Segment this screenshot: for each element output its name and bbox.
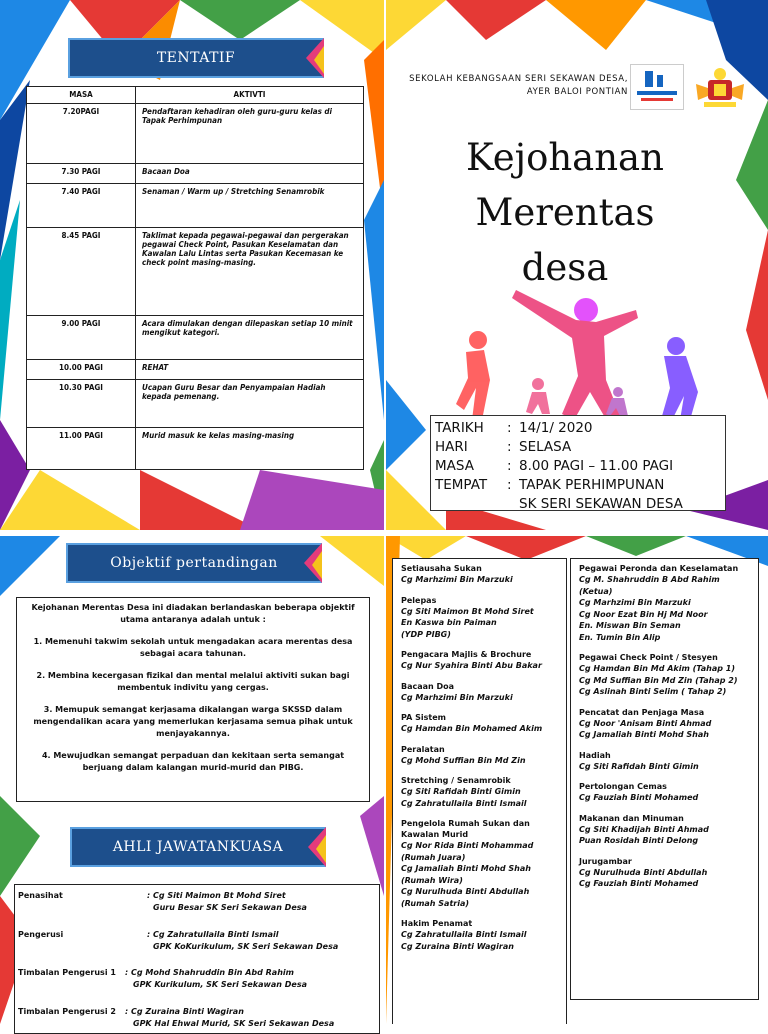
duties-column-left [392,558,567,1024]
duty-section [579,813,750,847]
info-colon: : [507,439,512,455]
info-spacer [507,495,519,514]
duty-member: Cg Hamdan Bin Mohamed Akim [401,724,543,733]
duty-section [579,856,750,890]
committee-member [147,929,338,953]
duty-member: Cg Noor Ezat Bin Hj Md Noor [579,609,708,619]
info-colon: : [507,458,512,474]
duty-heading: PA Sistem [401,713,446,722]
duty-member: (Rumah Satria) [401,898,470,908]
duty-section [579,652,750,698]
row-time: 11.00 PAGI [27,428,136,470]
school-line-2: AYER BALOI PONTIAN [526,87,628,97]
objective-item: 4. Mewujudkan semangat perpaduan dan kekitaan serta semangat berjuang dalam kalangan murid-murid dan PIBG. [41,751,345,772]
member-name: : Cg Siti Maimon Bt Mohd Siret [147,891,286,900]
info-colon: : [507,477,512,493]
info-value: TAPAK PERHIMPUNAN [519,477,665,493]
duty-heading: Pegawai Check Point / Stesyen [579,653,718,662]
duty-heading: Pegawai Peronda dan Keselamatan [579,564,739,573]
duty-member: Cg Marhzimi Bin Marzuki [401,692,513,702]
duty-section [401,681,558,704]
duty-member: Cg Siti Rafidah Binti Gimin [579,761,699,771]
member-post: GPK Hal Ehwal Murid, SK Seri Sekawan Desa [133,1019,335,1028]
duty-member: Cg Mohd Suffian Bin Md Zin [401,755,526,765]
objective-item: 1. Memenuhi takwim sekolah untuk mengadakan acara merentas desa sebagai acara tahunan. [33,637,353,658]
committee-box [14,884,380,1034]
duty-member: Cg Nur Syahira Binti Abu Bakar [401,661,542,670]
duty-member: Cg Siti Rafidah Binti Gimin [401,787,521,796]
committee-role: Penasihat [18,891,63,900]
duty-member: Cg Zahratullaila Binti Ismail [401,798,527,808]
committee-member [125,1006,334,1030]
state-crest-logo [692,66,748,110]
duty-member: Cg M. Shahruddin B Abd Rahim (Ketua) [579,575,720,596]
duty-heading: Pelepas [401,595,437,605]
row-activity: Senaman / Warm up / Stretching Senamrobik [136,184,364,228]
duty-section [401,744,558,767]
duty-member: (Rumah Juara) [401,852,466,862]
banner-accent-yellow [316,835,326,863]
info-row-date [435,419,721,438]
committee-banner-text: AHLI JAWATANKUASA [112,839,284,855]
objective-intro: Kejohanan Merentas Desa ini diadakan berlandaskan beberapa objektif utama antaranya adalah untuk : [31,603,355,624]
row-time: 7.40 PAGI [27,184,136,228]
table-row [27,360,364,380]
duties-column-right [570,558,759,1000]
duty-heading: Stretching / Senamrobik [401,776,511,785]
row-time: 9.00 PAGI [27,316,136,360]
row-activity: Bacaan Doa [136,164,364,184]
duty-heading: Hakim Penamat [401,919,473,928]
committee-banner [70,827,326,867]
objective-banner [66,543,322,583]
objective-text-box [16,597,370,802]
schedule-panel [0,0,384,530]
school-line-1: SEKOLAH KEBANGSAAN SERI SEKAWAN DESA, [409,74,628,84]
row-activity: Acara dimulakan dengan dilepaskan setiap 10 minit mengikut kategori. [136,316,364,360]
info-key: HARI [435,439,468,455]
duty-member: Cg Jamaliah Binti Mohd Shah [401,864,531,873]
row-time: 10.00 PAGI [27,360,136,380]
committee-member [125,967,307,991]
duty-heading: Pengelola Rumah Sukan dan Kawalan Murid [401,819,530,839]
duty-heading: Pertolongan Cemas [579,782,667,791]
duty-heading: Peralatan [401,744,445,754]
duty-member: Cg Marhzimi Bin Marzuki [401,575,513,584]
table-row [27,228,364,316]
duty-section [579,750,750,773]
committee-role: Timbalan Pengerusi 1 [18,968,116,977]
duty-member: Cg Aslinah Binti Selim ( Tahap 2) [579,687,727,696]
duty-member: Cg Nurulhuda Binti Abdullah [579,867,708,877]
banner-accent-yellow [314,46,324,74]
duty-section [401,818,558,909]
event-info-box [430,415,726,511]
duty-section [401,649,558,672]
info-row-time [435,457,721,476]
table-row [27,184,364,228]
committee-member [147,890,307,914]
school-name [392,73,628,99]
committee-role: Timbalan Pengerusi 2 [18,1007,116,1016]
crest-icon [692,66,748,110]
info-value: SK SERI SEKAWAN DESA [519,496,683,512]
info-value: SELASA [519,439,572,455]
duty-heading: Makanan dan Minuman [579,813,684,823]
objective-item: 3. Memupuk semangat kerjasama dikalangan warga SKSSD dalam mengendalikan acara yang memerlukan kerjasama semua pihak untuk menjayakannya. [33,705,353,738]
duty-member: Cg Fauziah Binti Mohamed [579,793,699,802]
duty-member: Cg Siti Khadijah Binti Ahmad [579,824,709,834]
duty-heading: Pencatat dan Penjaga Masa [579,707,705,717]
info-colon: : [507,420,512,436]
info-key: MASA [435,458,474,474]
duty-heading: Jurugambar [579,856,632,866]
member-name: : Cg Zuraina Binti Wagiran [125,1007,244,1016]
row-activity: Pendaftaran kehadiran oleh guru-guru kelas di Tapak Perhimpunan [136,104,364,164]
duty-member: Puan Rosidah Binti Delong [579,836,699,845]
objective-banner-text: Objektif pertandingan [110,555,278,571]
table-row [27,428,364,470]
title-line-1: Kejohanan [466,136,664,179]
schedule-banner-text: TENTATIF [156,50,236,66]
info-key [435,495,507,514]
row-activity: Ucapan Guru Besar dan Penyampaian Hadiah kepada pemenang. [136,380,364,428]
row-time: 7.20PAGI [27,104,136,164]
table-row [27,380,364,428]
row-time: 10.30 PAGI [27,380,136,428]
duty-section [401,563,558,586]
table-row [27,316,364,360]
duty-member: Cg Nor Rida Binti Mohammad [401,841,534,850]
event-title [440,130,690,295]
duty-heading: Hadiah [579,750,611,760]
duty-member: Cg Zahratullaila Binti Ismail [401,930,527,939]
duty-section [401,712,558,735]
member-post: Guru Besar SK Seri Sekawan Desa [153,903,307,912]
duty-member: En. Miswan Bin Seman [579,621,681,630]
table-row [27,104,364,164]
duty-section [401,775,558,809]
duty-member: Cg Marhzimi Bin Marzuki [579,598,691,607]
duty-member: Cg Noor 'Anisam Binti Ahmad [579,718,712,728]
info-value: 14/1/ 2020 [519,420,593,436]
duty-member: En. Tumin Bin Alip [579,632,661,642]
duty-section [401,595,558,641]
info-value: 8.00 PAGI – 11.00 PAGI [519,458,674,474]
row-time: 8.45 PAGI [27,228,136,316]
duty-heading: Bacaan Doa [401,681,455,691]
info-row-venue [435,476,721,495]
member-name: : Cg Mohd Shahruddin Bin Abd Rahim [125,968,294,977]
info-key: TARIKH [435,420,484,436]
info-key: TEMPAT [435,477,488,493]
duty-member: Cg Fauziah Binti Mohamed [579,879,699,888]
duty-heading: Setiausaha Sukan [401,564,482,573]
school-logo-icon [631,65,683,109]
duty-member: Cg Md Suffian Bin Md Zin (Tahap 2) [579,675,738,685]
objective-item: 2. Membina kecergasan fizikal dan mental melalui aktiviti sukan bagi membentuk indivitu yang cergas. [36,671,350,692]
duty-heading: Pengacara Majlis & Brochure [401,650,532,659]
member-post: GPK KoKurikulum, SK Seri Sekawan Desa [153,942,339,951]
member-name: : Cg Zahratullaila Binti Ismail [147,930,279,939]
duty-section [579,781,750,804]
committee-role: Pengerusi [18,930,64,939]
row-time: 7.30 PAGI [27,164,136,184]
duty-section [401,918,558,952]
duty-section [579,707,750,741]
duty-member: Cg Siti Maimon Bt Mohd Siret [401,606,534,616]
col-header-time: MASA [27,87,136,104]
duty-member: Cg Zuraina Binti Wagiran [401,941,514,951]
duty-member: (Rumah Wira) [401,875,463,885]
col-header-activity: AKTIVTI [136,87,364,104]
duty-section [579,563,750,643]
info-row-venue-2 [435,495,721,514]
table-row [27,164,364,184]
duty-member: En Kaswa bin Paiman [401,618,497,627]
schedule-table [26,86,364,470]
row-activity: REHAT [136,360,364,380]
duty-member: (YDP PIBG) [401,629,451,639]
info-row-day [435,438,721,457]
member-post: GPK Kurikulum, SK Seri Sekawan Desa [133,980,307,989]
title-line-2: Merentas [475,191,655,234]
row-activity: Taklimat kepada pegawai-pegawai dan pergerakan pegawai Check Point, Pasukan Keselamatan dan Kawalan Lalu Lintas serta Pasukan Kecemasan ke check point masing-masing. [136,228,364,316]
banner-accent-yellow [312,551,322,579]
row-activity: Murid masuk ke kelas masing-masing [136,428,364,470]
schedule-banner [68,38,324,78]
duty-member: Cg Nurulhuda Binti Abdullah [401,887,530,896]
cover-panel [386,0,768,530]
duty-member: Cg Jamaliah Binti Mohd Shah [579,730,709,739]
school-logo [630,64,684,110]
title-line-3: desa [521,246,609,289]
duty-member: Cg Hamdan Bin Md Akim (Tahap 1) [579,664,735,673]
